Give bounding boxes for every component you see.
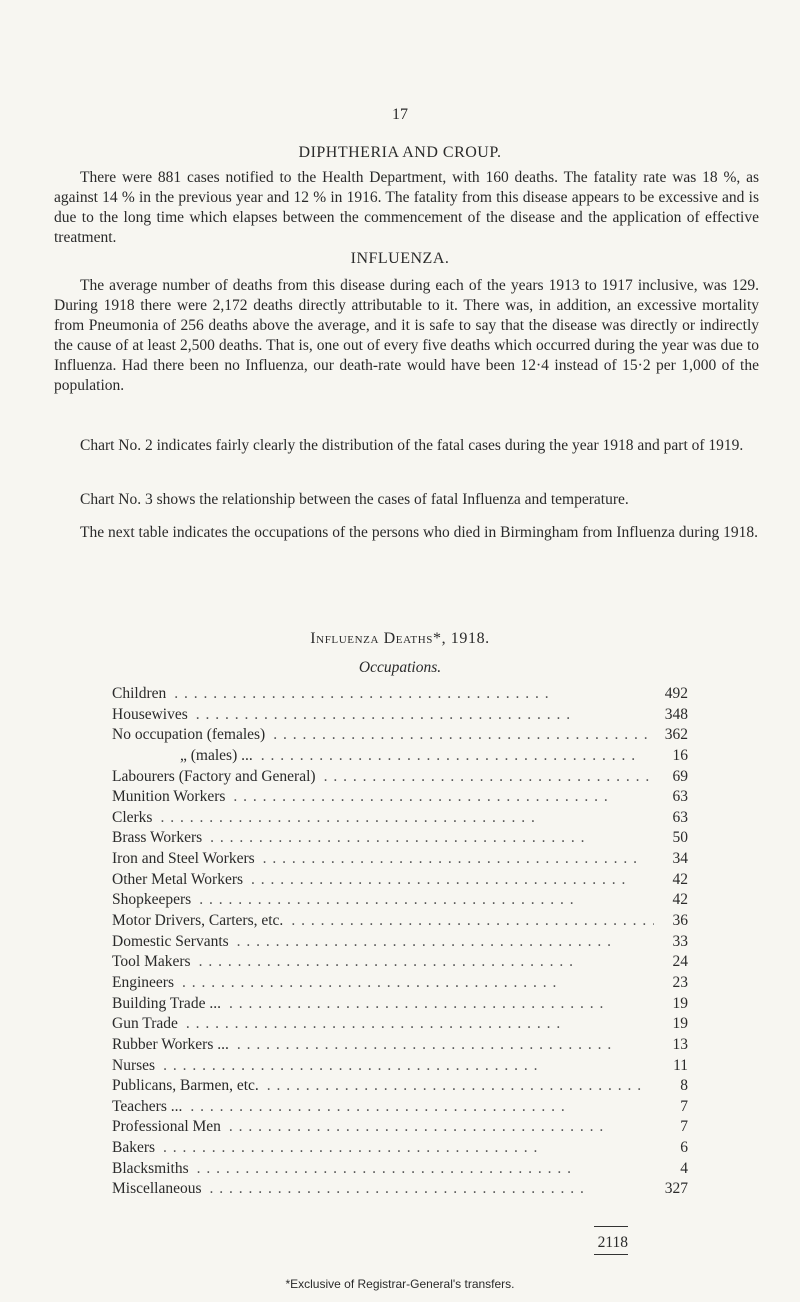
leader-dots [265,725,654,745]
influenza-paragraph-1: The average number of deaths from this disease during each of the years 1913 to 1917 inclusive, was 129. During 1918 there were 2,172 deaths directly attributable to it. There was, in addition, an excessive mortality from Pneumonia of 256 deaths above the average, and it is safe to say that the disease was directly or indirectly the cause of at least 2,500 deaths. That is, one out of every five deaths which occurred during the year was due to Influenza. Had there been no Influenza, our death-rate would have been 12·4 instead of 15·2 per 1,000 of the population. [54,277,759,394]
table-row [112,849,688,870]
death-count: 69 [672,767,688,785]
leader-dots [225,787,654,807]
death-count: 327 [664,1180,688,1198]
leader-dots [191,890,654,910]
table-row [112,1179,688,1200]
occupation-label: Nurses [112,1056,156,1074]
leader-dots [283,911,654,931]
leader-dots [178,1014,654,1034]
leader-dots [166,684,654,704]
table-row [112,994,688,1015]
table-row [112,870,688,891]
death-count: 7 [680,1118,688,1136]
occupation-label: Motor Drivers, Carters, etc. [112,912,284,930]
table-row [112,705,688,726]
death-count: 23 [672,973,688,991]
occupation-label: Publicans, Barmen, etc. [112,1077,259,1095]
table-row [112,1159,688,1180]
influenza-paragraph-3: Chart No. 3 shows the relationship between the cases of fatal Influenza and temperature. [80,491,629,508]
occupation-label: Clerks [112,808,153,826]
page-number: 17 [392,106,408,123]
table-row [112,808,688,829]
occupation-label: Teachers ... [112,1097,183,1115]
occupation-label: Building Trade ... [112,994,221,1012]
death-count: 348 [664,705,688,723]
leader-dots [221,994,654,1014]
table-row [112,952,688,973]
death-count: 33 [672,932,688,950]
table-row [112,684,688,705]
influenza-heading: INFLUENZA. [350,250,450,267]
leader-dots [152,808,654,828]
diphtheria-paragraph: There were 881 cases notified to the Health Department, with 160 deaths. The fatality rate was 18 %, as against 14 % in the previous year and 12 % in 1916. The fatality from this disease appears to be excessive and is due to the long time which elapses between the commencement of the disease and the application of effective treatment. [54,169,759,246]
total-rule-bottom [594,1254,628,1255]
death-count: 7 [680,1097,688,1115]
occupation-label: Children [112,685,167,702]
occupation-label: Brass Workers [112,829,203,847]
occupation-label: Domestic Servants [112,932,229,950]
death-count: 50 [672,829,688,847]
death-count: 16 [672,746,688,764]
total-count: 2118 [597,1234,628,1251]
table-row [112,911,688,932]
death-count: 492 [664,685,688,702]
death-count: 34 [672,850,688,868]
death-count: 19 [672,994,688,1012]
occupation-label: Miscellaneous [112,1180,202,1198]
table-row [112,725,688,746]
table-row [112,1035,688,1056]
table-row [112,1076,688,1097]
occupation-label: Housewives [112,705,188,723]
death-count: 36 [672,912,688,930]
occupation-label: Iron and Steel Workers [112,850,255,868]
death-count: 63 [672,788,688,806]
table-subtitle: Occupations. [358,659,442,676]
occupation-label: „ (males) ... [180,746,253,764]
table-row [112,1014,688,1035]
leader-dots [255,849,654,869]
death-count: 8 [680,1077,688,1095]
occupation-table [112,684,688,1200]
death-count: 362 [664,726,688,744]
death-count: 13 [672,1035,688,1053]
table-title [0,630,800,648]
leader-dots [259,1076,654,1096]
occupation-label: Labourers (Factory and General) [112,767,316,785]
total-rule-top [594,1226,628,1227]
death-count: 63 [672,808,688,826]
death-count: 6 [680,1139,688,1157]
occupation-label: Blacksmiths [112,1159,189,1177]
death-count: 4 [680,1159,688,1177]
table-row [112,746,688,767]
leader-dots [189,1159,654,1179]
leader-dots [221,1117,654,1137]
table-row [112,787,688,808]
occupation-label: Bakers [112,1139,156,1157]
death-count: 42 [672,891,688,909]
leader-dots [316,767,654,787]
leader-dots [229,932,654,952]
table-row [112,1138,688,1159]
leader-dots [243,870,654,890]
leader-dots [174,973,654,993]
occupation-label: Munition Workers [112,788,226,806]
occupation-label: Other Metal Workers [112,870,244,888]
influenza-paragraph-2: Chart No. 2 indicates fairly clearly the distribution of the fatal cases during the year 1918 and part of 1919. [80,437,744,454]
death-count: 24 [672,953,688,971]
death-count: 42 [672,870,688,888]
table-row [112,828,688,849]
leader-dots [191,952,654,972]
leader-dots [229,1035,654,1055]
table-row [112,973,688,994]
table-row [112,1056,688,1077]
diphtheria-heading: DIPHTHERIA AND CROUP. [298,144,502,161]
table-title-text: Influenza Deaths*, 1918. [310,630,490,647]
influenza-paragraph-4: The next table indicates the occupations of the persons who died in Birmingham from Influenza during 1918. [80,524,758,541]
leader-dots [182,1097,654,1117]
table-row [112,932,688,953]
leader-dots [202,828,654,848]
footnote: *Exclusive of Registrar-General's transfers. [285,1277,515,1291]
table-row [112,1117,688,1138]
occupation-label: Gun Trade [112,1015,178,1033]
death-count: 19 [672,1015,688,1033]
table-row [112,1097,688,1118]
occupation-label: Rubber Workers ... [112,1035,229,1053]
occupation-label: Professional Men [112,1118,221,1136]
leader-dots [155,1056,654,1076]
table-row [112,890,688,911]
leader-dots [155,1138,654,1158]
occupation-label: Tool Makers [112,953,191,971]
leader-dots [202,1179,654,1199]
occupation-label: Engineers [112,973,174,991]
leader-dots [188,705,654,725]
table-row [112,767,688,788]
occupation-label: No occupation (females) [112,726,266,744]
leader-dots [253,746,654,766]
death-count: 11 [673,1056,688,1074]
occupation-label: Shopkeepers [112,891,192,909]
